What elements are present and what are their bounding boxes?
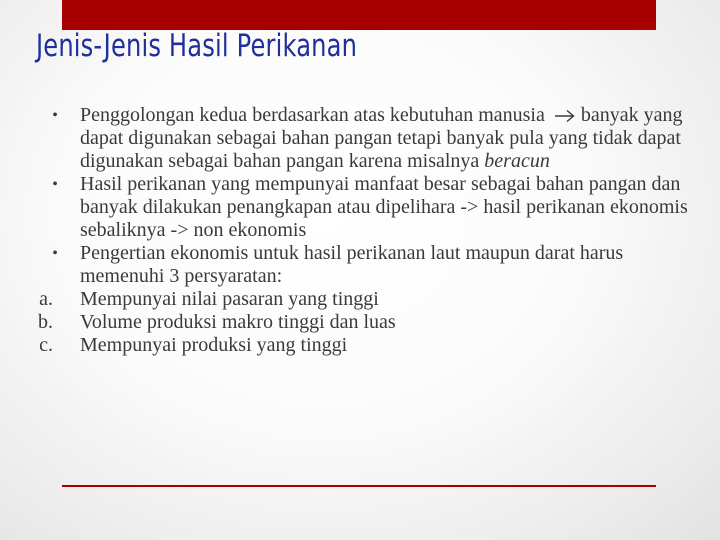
list-item-text: Volume produksi makro tinggi dan luas	[80, 311, 396, 333]
list-item-text: Mempunyai nilai pasaran yang tinggi	[80, 288, 379, 310]
bottom-divider	[62, 485, 656, 487]
emphasis-text: beracun	[484, 150, 550, 172]
bullet-marker: •	[52, 107, 58, 124]
letter-marker: a.	[39, 288, 53, 310]
list-item	[30, 334, 690, 357]
list-item-text	[80, 104, 690, 173]
right-arrow-icon	[554, 109, 576, 123]
letter-marker: c.	[39, 334, 53, 356]
bullet-marker: •	[52, 245, 58, 262]
list-item-text: Mempunyai produksi yang tinggi	[80, 334, 348, 356]
list-item	[30, 288, 690, 311]
list-item	[30, 173, 690, 242]
list-item-text: Hasil perikanan yang mempunyai manfaat besar sebagai bahan pangan dan banyak dilakukan penangkapan atau dipelihara -> hasil perikanan ekonomis sebaliknya -> non ekonomis	[80, 173, 688, 241]
item-text: Penggolongan kedua berdasarkan atas kebutuhan manusia	[80, 104, 545, 126]
letter-marker: b.	[38, 311, 53, 333]
list-item	[30, 104, 690, 173]
bullet-marker: •	[52, 176, 58, 193]
slide-title: Jenis-Jenis Hasil Perikanan	[36, 28, 358, 64]
top-accent-bar	[62, 0, 656, 30]
item-text-continued: banyak yang dapat digunakan sebagai bahan pangan tetapi banyak pula yang tidak dapat digunakan sebagai bahan pangan karena misalnya	[80, 104, 683, 172]
slide-content	[30, 104, 690, 357]
list-item	[30, 242, 690, 288]
list-item	[30, 311, 690, 334]
list-item-text: Pengertian ekonomis untuk hasil perikanan laut maupun darat harus memenuhi 3 persyaratan:	[80, 242, 624, 287]
